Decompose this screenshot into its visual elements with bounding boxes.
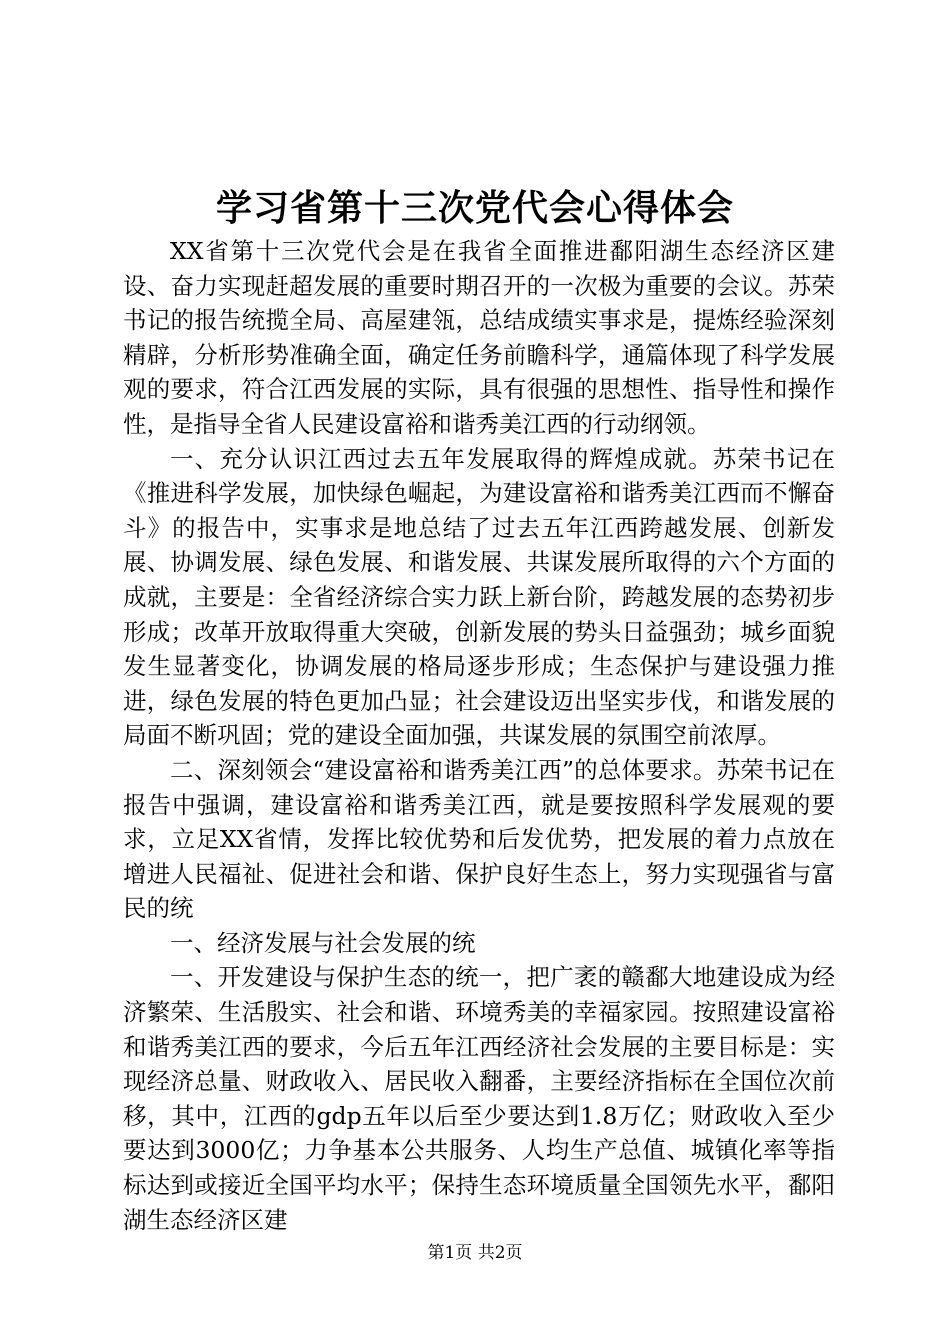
paragraph-section-3: 一、开发建设与保护生态的统一，把广袤的赣鄱大地建设成为经济繁荣、生活殷实、社会和谐、环境秀美的幸福家园。按照建设富裕和谐秀美江西的要求，今后五年江西经济社会发展的主要目标是：实现经济总量、财政收入、居民收入翻番，主要经济指标在全国位次前移，其中，江西的gdp五年以后至少要达到1.8万亿；财政收入至少要达到3000亿；力争基本公共服务、人均生产总值、城镇化率等指标达到或接近全国平均水平；保持生态环境质量全国领先水平，鄱阳湖生态经济区建: [123, 963, 835, 1234]
paragraph-section-1: 一、充分认识江西过去五年发展取得的辉煌成就。苏荣书记在《推进科学发展，加快绿色崛起，为建设富裕和谐秀美江西而不懈奋斗》的报告中，实事求是地总结了过去五年江西跨越发展、创新发展、协调发展、绿色发展、和谐发展、共谋发展所取得的六个方面的成就，主要是：全省经济综合实力跃上新台阶，跨越发展的态势初步形成；改革开放取得重大突破，创新发展的势头日益强劲；城乡面貌发生显著变化，协调发展的格局逐步形成；生态保护与建设强力推进，绿色发展的特色更加凸显；社会建设迈出坚实步伐，和谐发展的局面不断巩固；党的建设全面加强，共谋发展的氛围空前浓厚。: [123, 444, 835, 750]
paragraph-section-2: 二、深刻领会“建设富裕和谐秀美江西”的总体要求。苏荣书记在报告中强调，建设富裕和谐秀美江西，就是要按照科学发展观的要求，立足XX省情，发挥比较优势和后发优势，把发展的着力点放在增进人民福祉、促进社会和谐、保护良好生态上，努力实现强省与富民的统: [123, 755, 835, 923]
document-body: [123, 234, 835, 1237]
paragraph-intro: XX省第十三次党代会是在我省全面推进鄱阳湖生态经济区建设、奋力实现赶超发展的重要时期召开的一次极为重要的会议。苏荣书记的报告统揽全局、高屋建瓴，总结成绩实事求是，提炼经验深刻精辟，分析形势准确全面，确定任务前瞻科学，通篇体现了科学发展观的要求，符合江西发展的实际，具有很强的思想性、指导性和操作性，是指导全省人民建设富裕和谐秀美江西的行动纲领。: [123, 237, 835, 438]
document-title: 学习省第十三次党代会心得体会: [215, 187, 734, 229]
page-footer: 第1页 共2页: [427, 1243, 523, 1263]
paragraph-subheading: 一、经济发展与社会发展的统: [170, 928, 476, 957]
